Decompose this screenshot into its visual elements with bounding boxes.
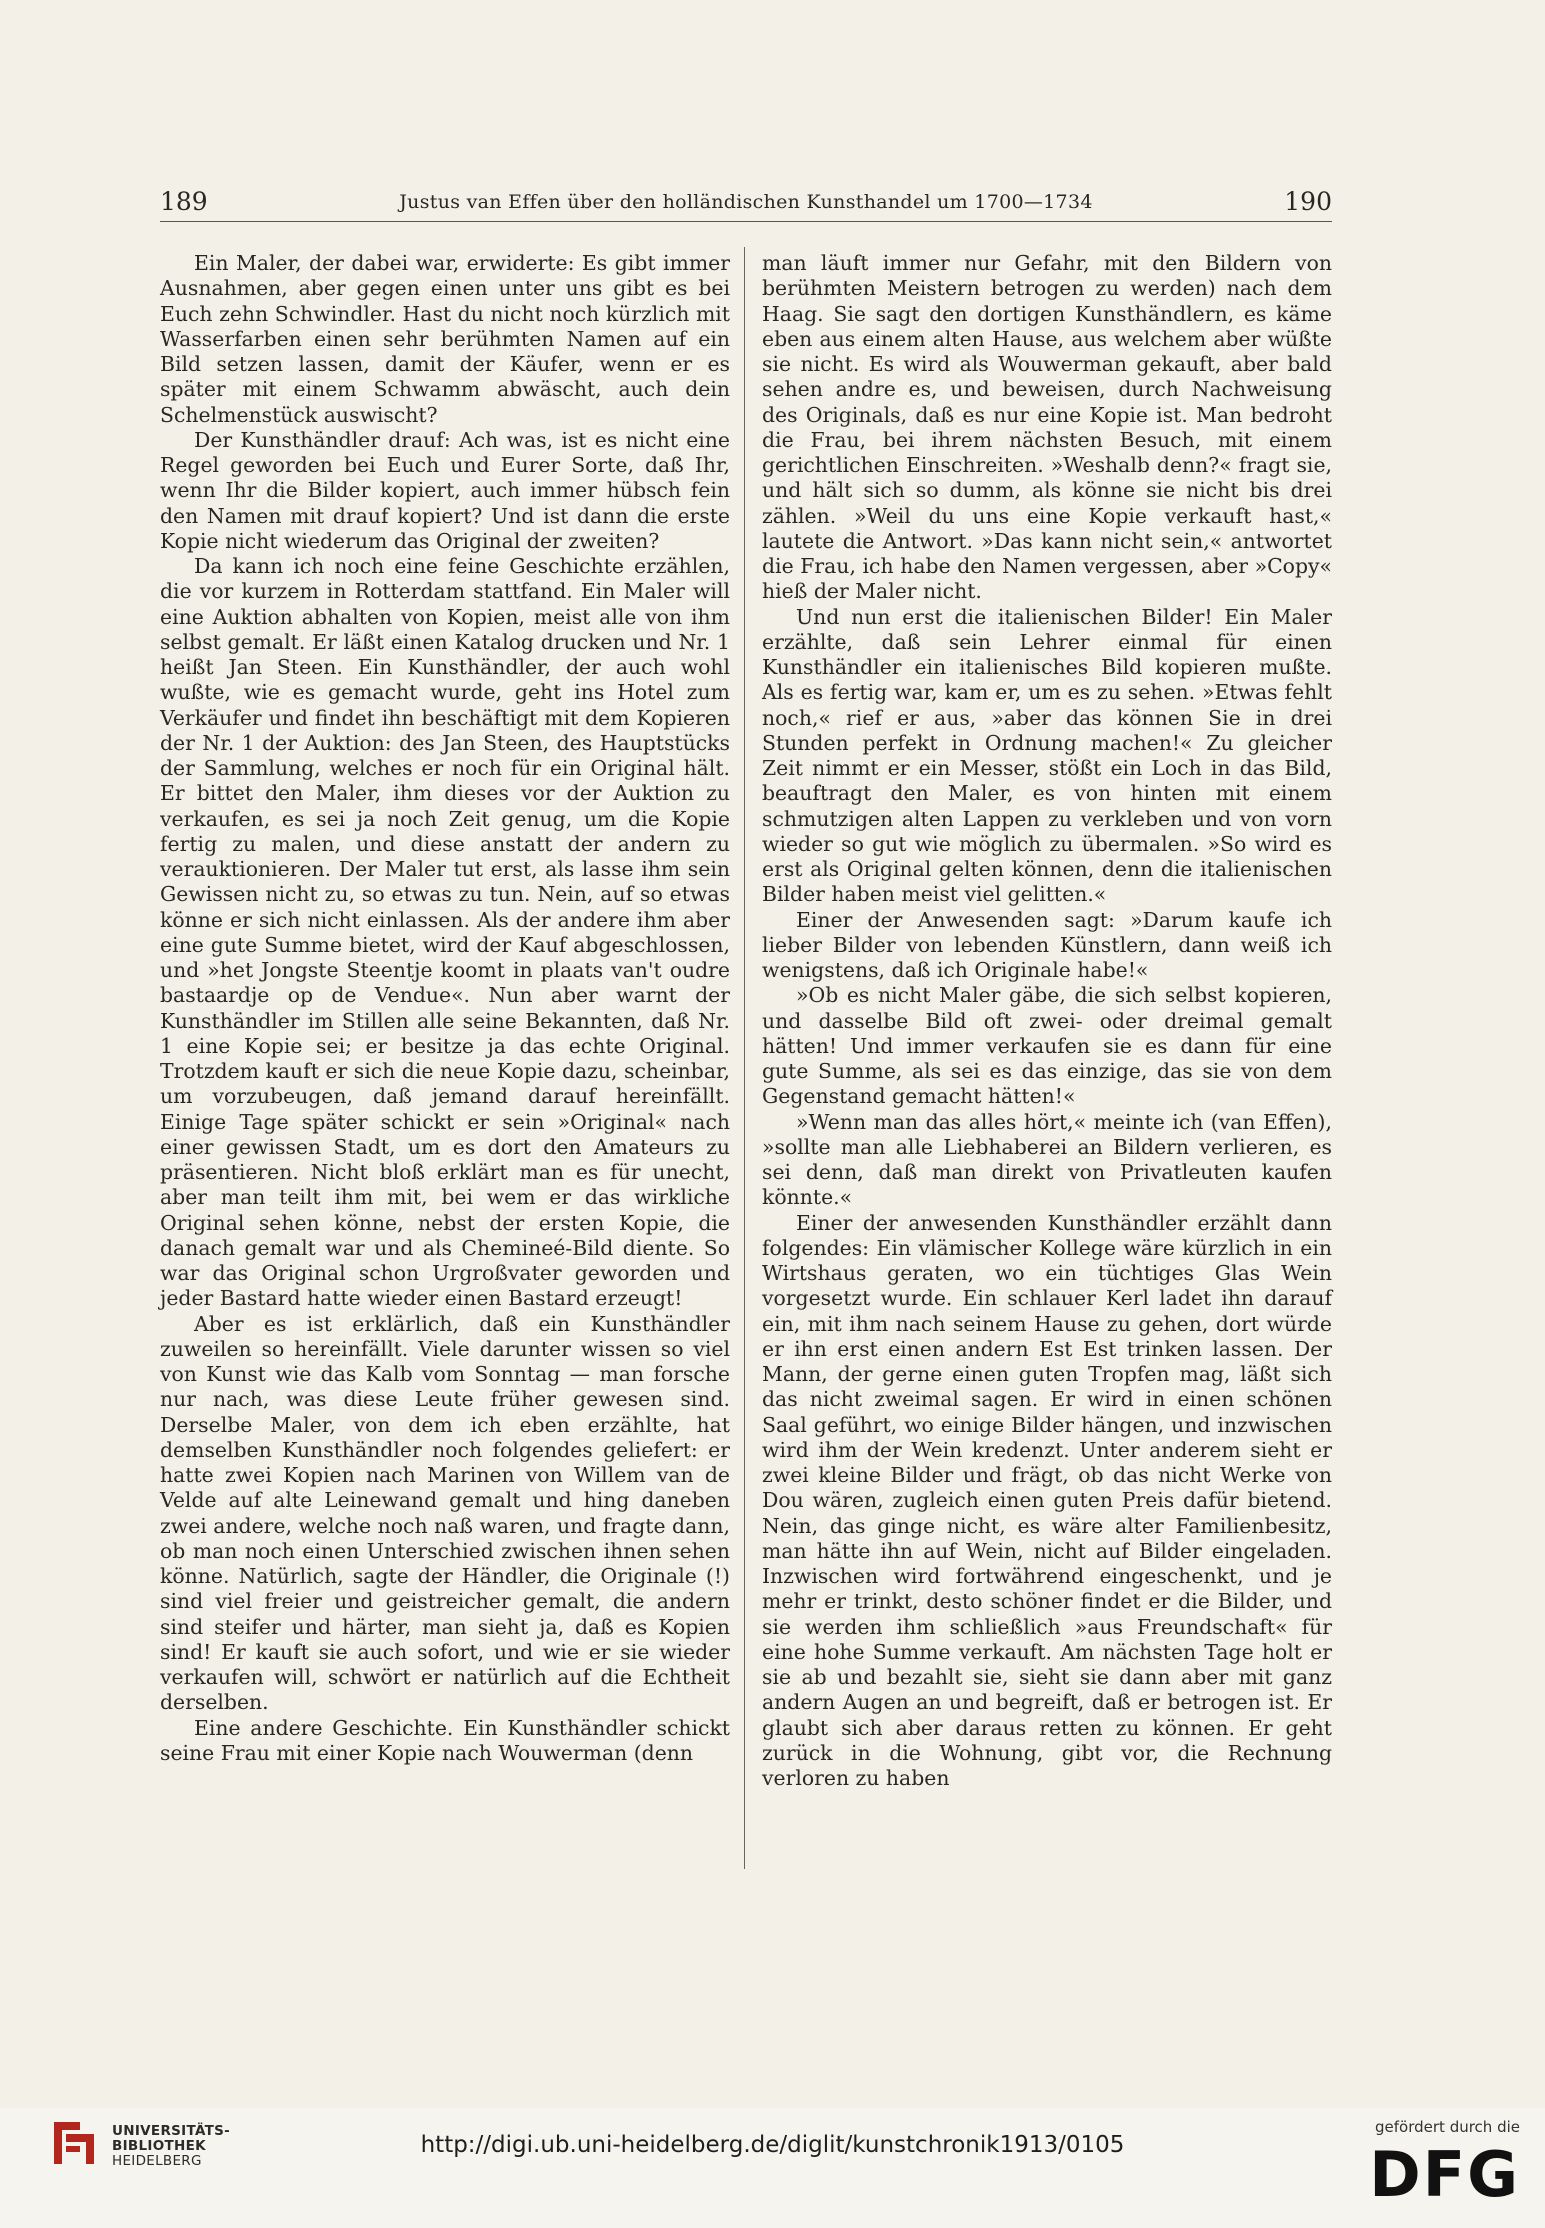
digitization-footer	[0, 2108, 1545, 2228]
paragraph: Da kann ich noch eine feine Geschichte erzählen, die vor kurzem in Rotterdam stattfand. Ein Maler will eine Auktion abhalten von Kopien, meist alle von ihm selbst gemalt. Er läßt einen Katalog drucken und Nr. 1 heißt Jan Steen. Ein Kunsthändler, der auch wohl wußte, wie es gemacht wurde, geht ins Hotel zum Verkäufer und findet ihn beschäftigt mit dem Kopieren der Nr. 1 der Auktion: des Jan Steen, des Hauptstücks der Sammlung, welches er noch für ein Original hält. Er bittet den Maler, ihm dieses vor der Auktion zu verkaufen, es sei ja noch Zeit genug, um die Kopie fertig zu malen, und diese anstatt der andern zu verauktionieren. Der Maler tut erst, als lasse ihm sein Gewissen nicht zu, so etwas zu tun. Nein, auf so etwas könne er sich nicht einlassen. Als der andere ihm aber eine gute Summe bietet, wird der Kauf abgeschlossen, und »het Jongste Steentje koomt in plaats van't oudre bastaardje op de Vendue«. Nun aber warnt der Kunsthändler im Stillen alle seine Bekannten, daß Nr. 1 eine Kopie sei; er besitze ja das echte Original. Trotzdem kauft er sich die neue Kopie dazu, scheinbar, um vorzubeugen, daß jemand darauf hereinfällt. Einige Tage später schickt er sein »Original« nach einer gewissen Stadt, um es dort den Amateurs zu präsentieren. Nicht bloß erklärt man es für unecht, aber man teilt ihm mit, bei wem er das wirkliche Original sehen könne, nebst der ersten Kopie, die danach gemalt war und als Chemineé-Bild diente. So war das Original schon Urgroßvater geworden und jeder Bastard hatte wieder einen Bastard erzeugt!	[160, 554, 730, 1311]
paragraph: Und nun erst die italienischen Bilder! Ein Maler erzählte, daß sein Lehrer einmal für einen Kunsthändler ein italienisches Bild kopieren mußte. Als es fertig war, kam er, um es zu sehen. »Etwas fehlt noch,« rief er aus, »aber das können Sie in drei Stunden perfekt in Ordnung machen!« Zu gleicher Zeit nimmt er ein Messer, stößt ein Loch in das Bild, beauftragt den Maler, es von hinten mit einem schmutzigen alten Lappen zu verkleben und von vorn wieder so gut wie möglich zu übermalen. »So wird es erst als Original gelten können, denn die italienischen Bilder haben meist viel gelitten.«	[762, 604, 1332, 907]
running-header	[160, 181, 1332, 221]
page-number-left: 189	[160, 187, 208, 216]
paragraph: Ein Maler, der dabei war, erwiderte: Es gibt immer Ausnahmen, aber gegen einen unter uns gibt es bei Euch zehn Schwindler. Hast du nicht noch kürzlich mit Wasserfarben einen sehr berühmten Namen auf ein Bild setzen lassen, damit der Käufer, wenn er es später mit einem Schwamm abwäscht, auch dein Schelmenstück auswischt?	[160, 251, 730, 427]
paragraph: Aber es ist erklärlich, daß ein Kunsthändler zuweilen so hereinfällt. Viele darunter wissen so viel von Kunst wie das Kalb vom Sonntag — man forsche nur nach, was diese Leute früher gewesen sind. Derselbe Maler, von dem ich eben erzählte, hat demselben Kunsthändler noch folgendes geliefert: er hatte zwei Kopien nach Marinen von Willem van de Velde auf alte Leinewand gemalt und hing daneben zwei andere, welche noch naß waren, und fragte dann, ob man noch einen Unterschied zwischen ihnen sehen könne. Natürlich, sagte der Händler, die Originale (!) sind viel freier und geistreicher gemalt, die andern sind steifer und härter, man sieht ja, daß es Kopien sind! Er kauft sie auch sofort, und wie er sie wieder verkaufen will, schwört er natürlich auf die Echtheit derselben.	[160, 1311, 730, 1715]
column-divider	[744, 247, 745, 1869]
paragraph: Einer der Anwesenden sagt: »Darum kaufe ich lieber Bilder von lebenden Künstlern, dann weiß ich wenigstens, daß ich Originale habe!«	[762, 907, 1332, 982]
dfg-logo: DFG	[1369, 2138, 1520, 2211]
right-column	[762, 251, 1332, 1791]
document-page	[160, 165, 1332, 2085]
page-number-right: 190	[1284, 187, 1332, 216]
paragraph: man läuft immer nur Gefahr, mit den Bildern von berühmten Meistern betrogen zu werden) nach dem Haag. Sie sagt den dortigen Kunsthändlern, es käme eben aus einem alten Hause, aus welchem aber wüßte sie nicht. Es wird als Wouwerman gekauft, aber bald sehen andre es, und beweisen, durch Nachweisung des Originals, daß es nur eine Kopie ist. Man bedroht die Frau, bei ihrem nächsten Besuch, mit einem gerichtlichen Einschreiten. »Weshalb denn?« fragt sie, und hält sich so dumm, als könne sie nicht bis drei zählen. »Weil du uns eine Kopie verkauft hast,« lautete die Antwort. »Das kann nicht sein,« antwortet die Frau, ich habe den Namen vergessen, aber »Copy« hieß der Maler nicht.	[762, 251, 1332, 604]
source-url-link[interactable]: http://digi.ub.uni-heidelberg.de/diglit/kunstchronik1913/0105	[420, 2132, 1125, 2158]
paragraph: Der Kunsthändler drauf: Ach was, ist es nicht eine Regel geworden bei Euch und Eurer Sorte, daß Ihr, wenn Ihr die Bilder kopiert, auch immer hübsch fein den Namen mit drauf kopiert? Und ist dann die erste Kopie nicht wiederum das Original der zweiten?	[160, 427, 730, 553]
library-name: UNIVERSITÄTS- BIBLIOTHEK HEIDELBERG	[112, 2123, 231, 2169]
header-rule	[160, 221, 1332, 222]
paragraph: Eine andere Geschichte. Ein Kunsthändler schickt seine Frau mit einer Kopie nach Wouwerman (denn	[160, 1715, 730, 1765]
running-title: Justus van Effen über den holländischen Kunsthandel um 1700—1734	[399, 191, 1093, 213]
paragraph: »Ob es nicht Maler gäbe, die sich selbst kopieren, und dasselbe Bild oft zwei- oder dreimal gemalt hätten! Und immer verkaufen sie es dann für eine gute Summe, als sei es das einzige, das sie von dem Gegenstand gemacht hätten!«	[762, 983, 1332, 1109]
funded-by-label: gefördert durch die	[1375, 2118, 1520, 2136]
left-column	[160, 251, 730, 1766]
paragraph: »Wenn man das alles hört,« meinte ich (van Effen), »sollte man alle Liebhaberei an Bildern verlieren, es sei denn, daß man direkt von Privatleuten kaufen könnte.«	[762, 1109, 1332, 1210]
paragraph: Einer der anwesenden Kunsthändler erzählt dann folgendes: Ein vlämischer Kollege wäre kürzlich in ein Wirtshaus geraten, wo ein tüchtiges Glas Wein vorgesetzt wurde. Ein schlauer Kerl ladet ihn darauf ein, mit ihm nach seinem Hause zu gehen, dort würde er ihn erst einen andern Est Est trinken lassen. Der Mann, der gerne einen guten Tropfen mag, läßt sich das nicht zweimal sagen. Er wird in einen schönen Saal geführt, wo einige Bilder hängen, und inzwischen wird ihm der Wein kredenzt. Unter anderem sieht er zwei kleine Bilder und frägt, ob das nicht Werke von Dou wären, zugleich einen guten Preis dafür bietend. Nein, das ginge nicht, es wäre alter Familienbesitz, man hätte ihn auf Wein, nicht auf Bilder eingeladen. Inzwischen wird fortwährend eingeschenkt, und je mehr er trinkt, desto schöner findet er die Bilder, und sie werden ihm schließlich »aus Freundschaft« für eine hohe Summe verkauft. Am nächsten Tage holt er sie ab und bezahlt sie, sieht sie dann aber mit ganz andern Augen an und begreift, daß er betrogen ist. Er glaubt sich aber daraus retten zu können. Er geht zurück in die Wohnung, gibt vor, die Rechnung verloren zu haben	[762, 1210, 1332, 1790]
